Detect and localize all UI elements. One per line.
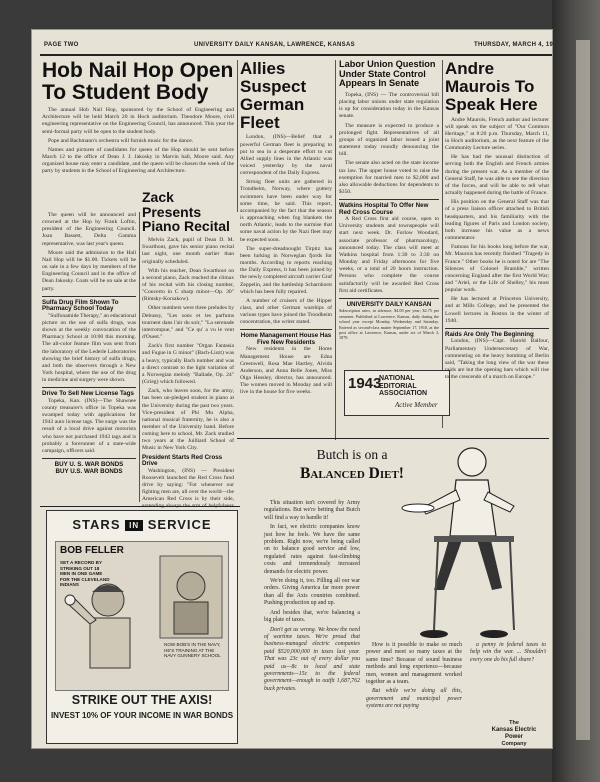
divider — [339, 199, 439, 200]
issue-date: THURSDAY, MARCH 4, 19 — [474, 42, 554, 48]
paragraph: Moore said the admission to the Hall Nail Hop will be $1.00. Tickets will be on sale in a few days by members of the Engineering Council and in the office of Dean Jakosky. Coats will be on sale at the party. — [42, 249, 136, 292]
butch-title-line1: Butch is on a — [316, 447, 388, 462]
story-body — [339, 92, 439, 196]
headline-allies-fleet: Allies Suspect German Fleet — [240, 59, 307, 132]
story-body — [240, 346, 332, 396]
ad-body — [264, 500, 360, 693]
story-body — [42, 313, 136, 385]
column-one-lower — [42, 212, 136, 512]
column-divider — [335, 60, 336, 440]
paper-name: UNIVERSITY DAILY KANSAN, LAWRENCE, KANSAS — [194, 42, 355, 48]
paragraph: The annual Hob Nail Hop, sponsored by the School of Engineering and Architecture will be held March 20 in Hoch auditorium. Theodore Moore, civil engineering representative on the Engineering Council, has announced. This year the semi-formal party will be open to the student body. — [42, 107, 234, 135]
story-body — [445, 117, 549, 325]
story-body — [445, 338, 549, 381]
ad-body — [366, 642, 462, 711]
masthead-title: UNIVERSITY DAILY KANSAN — [346, 300, 432, 308]
navy-caption: NOW BOB'S IN THE NAVY, HE'S TRAINING AT THE NAVY GUNNERY SCHOOL — [164, 642, 221, 658]
ad-body — [470, 642, 546, 664]
story-body — [42, 107, 234, 175]
headline-hob-nail-hop: Hob Nail Hop Open To Student Body — [42, 59, 234, 105]
paragraph: London, (INS)—Belief that a powerful German fleet is preparing to put to sea in a desperate effort to cut Allied supply lines in the Atlantic was voiced yesterday by the naval correspondent of the Daily Express. — [240, 134, 332, 177]
paragraph: His position on the General Staff was that of a press liaison officer attached to British headquarters, and his familiarity with the leading figures of Paris and London society, both increase his value as a news commentator. — [445, 199, 549, 242]
story-body — [142, 237, 234, 453]
newspaper-page — [32, 30, 552, 748]
story-labor-union — [339, 60, 439, 366]
logo-name: Kansas Electric Power — [491, 726, 537, 740]
paragraph: And besides that, we're balancing a big plate of taxes. — [264, 609, 360, 624]
butch-ad-copy-2 — [366, 642, 462, 742]
paragraph: A number of cruisers of the Hipper class, and other German warships of various types have joined the Trondheim concentration, the writer stated. — [240, 297, 332, 326]
headline-raids: Raids Are Only The Beginning — [445, 330, 534, 338]
paragraph: Don't get us wrong. We know the need of wartime taxes. We're proud that business-managed electric companies paid $520,000,000 in taxes last year. That was 23c out of every dollar you paid us—8c to local and state governments—15c to the federal government—enough to outfit 1,687,762 buck privates. — [264, 626, 360, 692]
feller-illustration — [55, 541, 229, 691]
paragraph: a penny in federal taxes to help win the war. ... Shouldn't every one do his full share? — [470, 642, 546, 663]
paragraph: Other numbers were three preludes by Debussy, "Les sons et les parfums tournent dans l'air du soir," "La serenade interrompue," and "Ce qu' a vu le vent d'Ouest." — [142, 305, 234, 341]
story-body — [339, 216, 439, 295]
badge-association: NATIONAL EDITORIAL ASSOCIATION — [379, 375, 428, 398]
column-divider — [237, 60, 238, 212]
badge-year: 1943 — [348, 375, 382, 392]
paragraph: Andre Maurois, French author and lecturer will speak on the subject of "Our Common Heritage," at 8:20 p.m. Thursday, March 11, in Hoch auditorium, as the next feature of the Community Lecture series. — [445, 116, 549, 152]
paragraph: He has lectured at Princeton University, and at Mills College, and he presented the Lowell lectures in Boston in the winter of 1940. — [445, 296, 549, 324]
ad-rule — [237, 438, 549, 439]
divider — [240, 329, 332, 330]
paragraph: Names and pictures of candidates for queen of the Hop should be sent before March 12 to the office of Dean J. J. Jakosky in Marvin hall, Moore said. Any organized house may enter a candidate, and the queen will be chosen the week of the party by students in the School of Engineering and Architecture. — [42, 146, 234, 175]
war-bonds-line: BUY U. S. WAR BONDS — [54, 461, 124, 469]
story-body — [240, 134, 332, 326]
headline-andre-maurois: Andre Maurois To Speak Here — [445, 59, 538, 114]
butch-ad-copy — [264, 500, 360, 690]
story-allies-fleet — [240, 60, 332, 440]
paragraph: The measure is expected to produce a prolonged fight. Representatives of all groups of organized labor issued a joint statement today roundly denouncing the bill. — [339, 122, 439, 158]
paragraph: Famous for his books long before the war, Mr. Maurois has recently finished "Tragedy in France." Other books he is noted for are "The Silences of Colonel Bramble," written concerning England after the first World War; and "Ariel, or the Life of Shelley," his most popular work. — [445, 244, 549, 294]
divider — [445, 328, 549, 329]
feller-name: BOB FELLER — [60, 545, 124, 556]
butch-ad-copy-3 — [470, 642, 546, 718]
story-zack-recital — [142, 190, 234, 506]
page-number: PAGE TWO — [44, 42, 79, 48]
paragraph: Topeka, (INS) — The controversial bill placing labor unions under state regulation is up for consideration today in the Kansas senate. — [339, 91, 439, 120]
divider — [42, 296, 136, 297]
paragraph: The super-dreadnought Tirpitz has been lurking in Norwegian fjords for months. According to reports reaching the Daily Express, it has been joined by the newly completed aircraft carrier Graf Zeppelin, and the battleship Scharnhorst which has been fully repaired. — [240, 245, 332, 295]
column-divider — [139, 212, 140, 502]
story-andre-maurois — [445, 60, 549, 430]
war-bonds-line: BUY U.S. WAR BONDS — [55, 467, 123, 475]
strike-axis-slogan: STRIKE OUT THE AXIS! — [71, 693, 213, 707]
badge-member: Active Member — [395, 401, 438, 409]
story-body — [42, 212, 136, 293]
next-page-edge — [576, 40, 590, 740]
invest-war-bonds: INVEST 10% OF YOUR INCOME IN WAR BONDS — [50, 711, 234, 720]
paragraph: The queen will be announced and crowned at the Hop by Frank Loftin, president of the Engineering Council. Joan Bassett, Delta Gamma representative, was last year's queen. — [42, 212, 136, 247]
banner-stars: STARS — [72, 517, 121, 532]
folio-rule — [40, 54, 552, 56]
feller-caption: SET A RECORD BY STRIKING OUT 18 MEN IN ONE GAME FOR THE CLEVELAND INDIANS — [60, 560, 110, 587]
paragraph: Melvin Zack, pupil of Dean D. M. Swarthout, gave his senior piano recital last night, one month earlier than originally scheduled. — [142, 237, 234, 265]
headline-license-tags: Drive To Sell New License Tags — [42, 390, 134, 398]
headline-labor-union: Labor Union Question Under State Control Appears In Senate — [339, 59, 436, 89]
paragraph: Pope and Bachmann's orchestra will furnish music for the dance. — [48, 137, 194, 144]
headline-zack-recital: Zack Presents Piano Recital — [142, 189, 230, 235]
paragraph: How is it possible to make so much power and meet so many taxes at the same time? Because of sound business methods and long experience—because men, women and management worked together as a team. — [366, 642, 462, 686]
butch-title-line2: Balanced Diet! — [300, 465, 404, 483]
ad-banner — [47, 517, 237, 539]
paragraph: Washington, (INS) — President Roosevelt launched the Red Cross fund drive by saying: "For whenever our fighting men are, all over the world—the American Red Cross is by their side, — [142, 467, 234, 503]
story-hob-nail-hop — [42, 60, 234, 210]
divider — [42, 387, 136, 388]
logo-company: Company — [501, 740, 527, 747]
kansas-electric-power-logo — [484, 720, 544, 747]
ad-rule — [40, 506, 240, 507]
headline-red-cross-drive: President Starts Red Cross Drive — [142, 453, 223, 468]
paragraph: He has had the unusual distinction of serving both the English and French armies during the present war. As a member of the General Staff, he was able to see the direction of the forces, and will be able to tell what actually happened during the battle of France. — [445, 154, 549, 197]
paragraph: Zack's first number "Organ Fantasia and Fugue in G minor" (Bach-Liszt) was a heavy, typically Bach number and was a direct contrast to the light variation of a Norwegian melody "Ballade, Op. 24" (Grieg) which followed. — [142, 343, 234, 386]
logo-the: The — [509, 720, 519, 726]
headline-watkins-hospital: Watkins Hospital To Offer New Red Cross Course — [339, 202, 429, 216]
headline-sulfa-drug: Sulfa Drug Film Shown To Pharmacy School Today — [42, 298, 119, 313]
paragraph: Zack, who leaves soon, for the army, has been un-pledged student in piano at the University during the past two years. Vice-president of Phi Mu Alpha, national musical fraternity, he is also a member of the University band. Before coming here to school, Mr. Zack studied two years at the Juilliard School of Music in New York City. — [142, 388, 234, 452]
paragraph: The senate also acted on the state income tax law. The upper house voted to raise the exemption for married men to $2,000 and also allowable deductions for dependents to $350. — [339, 160, 439, 195]
paragraph: We're doing it, too. Filling all our war orders. Giving America far more power than all the Axis countries combined. Pushing production up and up. — [264, 578, 360, 607]
paragraph: In fact, we electric companies know just how he feels. We have the same problem. Right now, we're being called on to balance good service and low, regulated rates against fast-climbing costs and tremendously increased demands for electric power. — [264, 524, 360, 575]
paragraph: But while we're doing all this, government and municipal power systems are not paying — [366, 688, 462, 710]
paragraph: This situation isn't covered by Army regulations. But we're betting that Butch will find a way to handle it! — [264, 500, 360, 521]
paragraph: Topeka, Kan. (INS)—The Shawnee county treasurer's office in Topeka was swamped today with applications for 1943 auto license tags. The surge was the result of a local drive against motorists who have not purchased 1943 tags and is probably a forerunner of a state-wide campaign, officers said. — [42, 397, 136, 454]
paragraph: London, (INS)—Capt. Harold Balfour, Parliamentary Undersecretary of War, commenting on the heavy bombing of Berlin said, "Taking the long view of the war these raids are but the opening bars which will rise to the crescendo of a march on Europe." — [445, 338, 549, 381]
headline-home-management: Home Management House Has Five New Residents — [240, 332, 332, 346]
divider — [339, 298, 439, 299]
divider — [42, 458, 136, 459]
masthead-text: Subscription rates, in advance, $4.00 per year; $2.75 per semester. Published at Lawrence, Kansas, daily during the school year except Monday, Wednesday and Saturday. Entered as second-class matter September 17, 1910, at the post office at Lawrence, Kansas, under act of March 3, 1879. — [339, 308, 439, 341]
paragraph: "Sulfonamide Therapy," an educational picture on the use of sulfa drugs, was shown at the weekly convocation of the Pharmacy School at 10:00 this morning. The all-color feature film was sent from the laboratory of the Lederle Laboratories showing the brief history of sulfa drugs, and both the observers through a New York hospital, where the use of the drug in medicine and surgery were shown. — [42, 312, 136, 384]
story-body — [42, 398, 136, 455]
paragraph: With his teacher, Dean Swarthout on a second piano, Zack reached the climax of his recital with his closing number, "Concerto in C sharp minor—Op. 30" (Rimsky-Korsakow). — [142, 267, 234, 303]
stars-in-service-ad — [46, 510, 238, 744]
banner-in: IN — [125, 520, 143, 531]
national-editorial-badge — [344, 370, 450, 416]
banner-service: SERVICE — [147, 517, 212, 532]
soldier-illustration — [364, 440, 544, 640]
paragraph: A Red Cross first aid course, open to University students and townspeople will start next week. Dr. Furlow Woodard, associate professor of pharmacology, announced today. The class will meet at Watkins hospital from 1:30 to 3:30 on Monday and Friday afternoons for five weeks, or a total of 20 hours instruction. Persons who complete the course satisfactorily will be awarded Red Cross first aid certificates. — [339, 216, 439, 294]
paragraph: New residents in the Home Management House are Edna Greenwell, Rosa Mae Hartley, Alvida Anderson, and Anna Belle Jones, Miss Olga Hessley, director, has announced. The women moved in Monday and will live in the house for five weeks. — [240, 346, 332, 396]
paragraph: Strong fleet units are gathered in Trondheim, Norway, where guttery swimmers have been under way for some time, he said. This report, accompanied by the fact that the season is approaching when fog blankets the north Atlantic, leads to the surmise that some naval action by the Nazi fleet may be expected soon. — [240, 179, 332, 243]
